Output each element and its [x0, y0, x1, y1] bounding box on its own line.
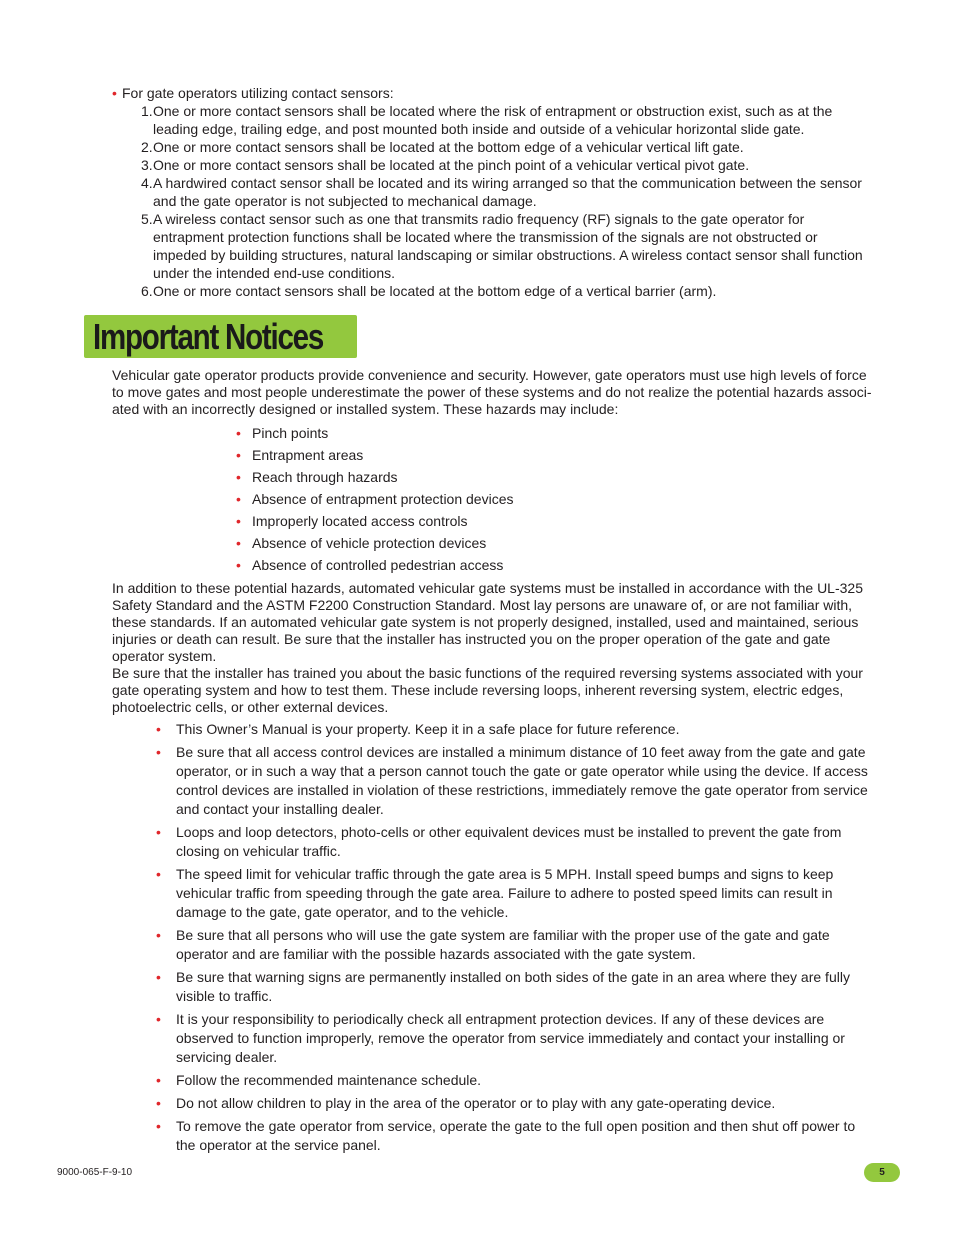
contact-sensor-item: [112, 138, 872, 156]
item-number: 4.: [141, 175, 153, 191]
contact-sensor-intro: [112, 84, 872, 102]
contact-sensor-list: [112, 102, 872, 300]
hazard-text: Entrapment areas: [252, 447, 364, 463]
item-text: One or more contact sensors shall be located at the bottom edge of a vehicular vertical lift gate.: [153, 139, 744, 155]
important-notices-heading: [84, 315, 357, 358]
notice-text: Be sure that all persons who will use the gate system are familiar with the proper use of the gate and gate operator and are familiar with the possible hazards associated with the gate system.: [176, 927, 830, 962]
notice-item: [156, 720, 872, 739]
document-code: 9000-065-F-9-10: [57, 1167, 133, 1178]
hazard-text: Absence of entrapment protection devices: [252, 491, 514, 507]
contact-sensor-item: [112, 156, 872, 174]
notice-item: [156, 743, 872, 819]
notice-text: Be sure that warning signs are permanently installed on both sides of the gate in an area where they are fully visible to traffic.: [176, 969, 850, 1004]
notice-text: Follow the recommended maintenance schedule.: [176, 1072, 482, 1088]
red-bullet-icon: •: [156, 969, 161, 985]
heading-text: Important Notices: [93, 316, 324, 357]
notice-item: [156, 926, 872, 964]
hazard-item: [236, 466, 872, 488]
hazard-item: [236, 554, 872, 576]
notice-text: Do not allow children to play in the area of the operator or to play with any gate-operating device.: [176, 1095, 776, 1111]
notice-text: Be sure that all access control devices are installed a minimum distance of 10 feet away from the gate and gate operator, or in such a way that a person cannot touch the gate or gate operator while using the device. If access control devices are installed in violation of these restrictions, immediately remove the gate operator from service and contact your installing dealer.: [176, 744, 868, 817]
hazard-item: [236, 488, 872, 510]
item-text: A hardwired contact sensor shall be located and its wiring arranged so that the communication between the sensor and the gate operator is not subjected to mechanical damage.: [153, 175, 862, 209]
red-bullet-icon: •: [156, 744, 161, 760]
red-bullet-icon: •: [236, 491, 241, 507]
hazard-text: Absence of controlled pedestrian access: [252, 557, 504, 573]
notice-text: Loops and loop detectors, photo-cells or other equivalent devices must be installed to prevent the gate from closing on vehicular traffic.: [176, 824, 842, 859]
red-bullet-icon: •: [156, 1072, 161, 1088]
red-bullet-icon: •: [112, 85, 117, 101]
red-bullet-icon: •: [156, 1118, 161, 1134]
contact-sensor-item: [112, 282, 872, 300]
red-bullet-icon: •: [236, 425, 241, 441]
item-text: One or more contact sensors shall be located at the bottom edge of a vertical barrier (arm).: [153, 283, 717, 299]
item-text: One or more contact sensors shall be located at the pinch point of a vehicular vertical pivot gate.: [153, 157, 750, 173]
red-bullet-icon: •: [156, 1011, 161, 1027]
standards-paragraph: In addition to these potential hazards, automated vehicular gate systems must be installed in accordance with the UL-325 Safety Standard and the ASTM F2200 Construction Standard. Most lay persons are unaware of, or are not familiar with, these standards. If an automated vehicular gate system is not properly designed, installed, used and maintained, serious injuries or death can result. Be sure that the installer has instructed you on the proper operation of the gate and gate operator system.: [112, 580, 863, 664]
item-number: 6.: [141, 283, 153, 299]
notice-text: The speed limit for vehicular traffic through the gate area is 5 MPH. Install speed bumps and signs to keep vehicular traffic from speeding through the gate area. Failure to adhere to posted speed limits can result in damage to the gate, gate operator, and to the vehicle.: [176, 866, 834, 920]
hazard-item: [236, 422, 872, 444]
page-number-badge: 5: [864, 1163, 900, 1182]
notice-item: [156, 1094, 872, 1113]
hazard-list: [236, 422, 872, 576]
contact-sensor-section: [112, 84, 872, 300]
contact-sensor-intro-text: For gate operators utilizing contact sensors:: [122, 85, 394, 101]
hazard-text: Reach through hazards: [252, 469, 398, 485]
notice-text: To remove the gate operator from service, operate the gate to the full open position and then shut off power to the operator at the service panel.: [176, 1118, 856, 1153]
hazard-text: Improperly located access controls: [252, 513, 468, 529]
notice-item: [156, 968, 872, 1006]
red-bullet-icon: •: [156, 927, 161, 943]
item-number: 5.: [141, 211, 153, 227]
training-paragraph: Be sure that the installer has trained you about the basic functions of the required reversing systems associated with your gate operating system and how to test them. These include reversing loops, inherent reversing system, electric edges, photoelectric cells, or other external devices.: [112, 665, 863, 715]
red-bullet-icon: •: [236, 513, 241, 529]
item-number: 2.: [141, 139, 153, 155]
red-bullet-icon: •: [236, 535, 241, 551]
notice-item: [156, 823, 872, 861]
red-bullet-icon: •: [236, 469, 241, 485]
hazard-item: [236, 532, 872, 554]
item-text: A wireless contact sensor such as one that transmits radio frequency (RF) signals to the gate operator for entrapment protection functions shall be located where the transmission of the signals are not obstructed or impeded by building structures, natural landscaping or similar obstructions. A wireless contact sensor shall function under the intended end-use conditions.: [153, 211, 863, 281]
red-bullet-icon: •: [156, 866, 161, 882]
contact-sensor-item: [112, 102, 872, 138]
item-number: 1.: [141, 103, 153, 119]
hazard-item: [236, 510, 872, 532]
red-bullet-icon: •: [156, 1095, 161, 1111]
red-bullet-icon: •: [156, 824, 161, 840]
notice-list: [156, 720, 872, 1155]
hazard-item: [236, 444, 872, 466]
notice-item: [156, 1010, 872, 1067]
notice-item: [156, 1071, 872, 1090]
red-bullet-icon: •: [156, 721, 161, 737]
notices-body: [112, 367, 872, 1159]
notice-item: [156, 865, 872, 922]
hazard-text: Absence of vehicle protection devices: [252, 535, 487, 551]
item-number: 3.: [141, 157, 153, 173]
red-bullet-icon: •: [236, 557, 241, 573]
intro-paragraph: Vehicular gate operator products provide convenience and security. However, gate operators must use high levels of force to move gates and most people underestimate the power of these systems and do not realize the potential hazards associ-ated with an incorrectly designed or installed system. These hazards may include:: [112, 367, 872, 417]
red-bullet-icon: •: [236, 447, 241, 463]
notice-text: It is your responsibility to periodically check all entrapment protection devices. If any of these devices are observed to function improperly, remove the operator from service immediately and contact your installing or servicing dealer.: [176, 1011, 845, 1065]
contact-sensor-item: [112, 174, 872, 210]
notice-item: [156, 1117, 872, 1155]
notice-text: This Owner’s Manual is your property. Keep it in a safe place for future reference.: [176, 721, 680, 737]
hazard-text: Pinch points: [252, 425, 329, 441]
contact-sensor-item: [112, 210, 872, 282]
item-text: One or more contact sensors shall be located where the risk of entrapment or obstruction exist, such as at the leading edge, trailing edge, and post mounted both inside and outside of a vehicular horizontal slide gate.: [153, 103, 833, 137]
